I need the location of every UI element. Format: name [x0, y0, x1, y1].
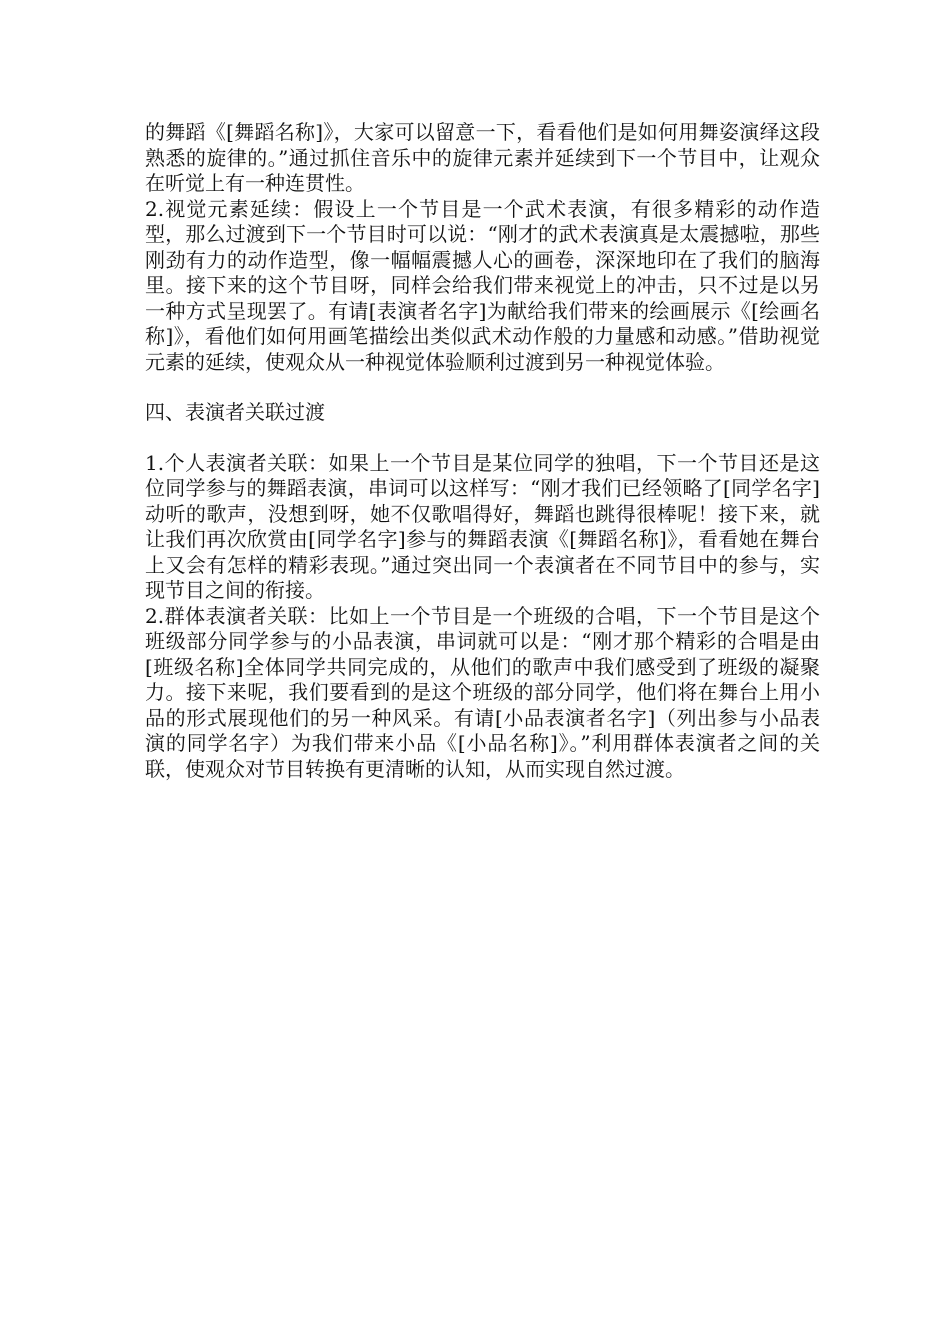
paragraph-visual-continuation: 2.视觉元素延续：假设上一个节目是一个武术表演，有很多精彩的动作造型，那么过渡到下一个节目时可以说：“刚才的武术表演真是太震撼啦，那些刚劲有力的动作造型，像一幅幅震撼人心的画卷，深深地印在了我们的脑海里。接下来的这个节目呀，同样会给我们带来视觉上的冲击，只不过是以另一种方式呈现罢了。有请[表演者名字]为献给我们带来的绘画展示《[绘画名称]》，看他们如何用画笔描绘出类似武术动作般的力量感和动感。”借助视觉元素的延续，使观众从一种视觉体验顺利过渡到另一种视觉体验。 — [145, 196, 820, 374]
paragraph-group-performer: 2.群体表演者关联：比如上一个节目是一个班级的合唱，下一个节目是这个班级部分同学参与的小品表演，串词就可以是：“刚才那个精彩的合唱是由[班级名称]全体同学共同完成的，从他们的歌声中我们感受到了班级的凝聚力。接下来呢，我们要看到的是这个班级的部分同学，他们将在舞台上用小品的形式展现他们的另一种风采。有请[小品表演者名字]（列出参与小品表演的同学名字）为我们带来小品《[小品名称]》。”利用群体表演者之间的关联，使观众对节目转换有更清晰的认知，从而实现自然过渡。 — [145, 603, 820, 781]
paragraph-melody-continuation: 的舞蹈《[舞蹈名称]》，大家可以留意一下，看看他们是如何用舞姿演绎这段熟悉的旋律的。”通过抓住音乐中的旋律元素并延续到下一个节目中，让观众在听觉上有一种连贯性。 — [145, 120, 820, 195]
paragraph-individual-performer: 1.个人表演者关联：如果上一个节目是某位同学的独唱，下一个节目还是这位同学参与的舞蹈表演，串词可以这样写：“刚才我们已经领略了[同学名字]动听的歌声，没想到呀，她不仅歌唱得好，舞蹈也跳得很棒呢！接下来，就让我们再次欣赏由[同学名字]参与的舞蹈表演《[舞蹈名称]》，看看她在舞台上又会有怎样的精彩表现。”通过突出同一个表演者在不同节目中的参与，实现节目之间的衔接。 — [145, 450, 820, 602]
document-body — [145, 120, 820, 782]
section-heading-performer-transition: 四、表演者关联过渡 — [145, 400, 325, 424]
